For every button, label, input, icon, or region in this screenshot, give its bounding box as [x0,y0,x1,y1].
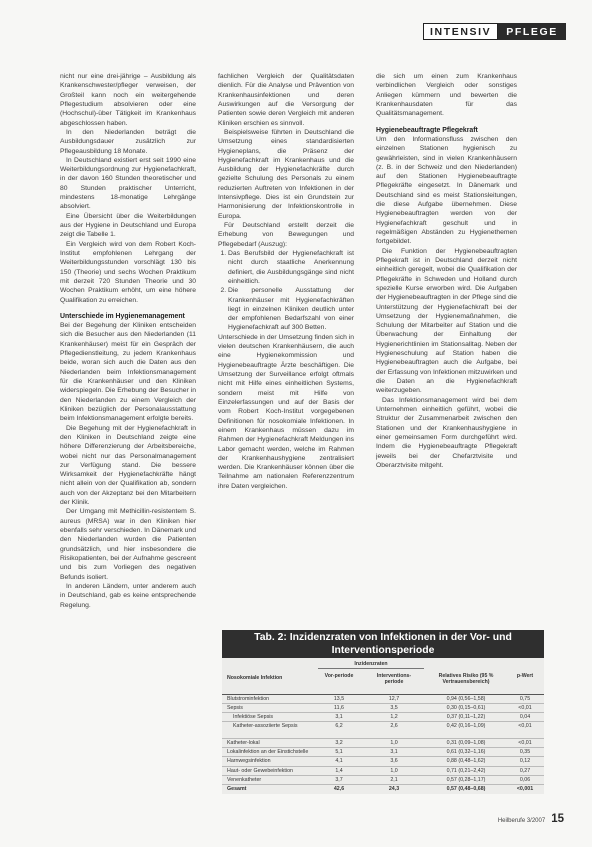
table-cell: 0,75 [519,696,531,702]
table-cell: <0,01 [518,705,532,712]
table-cell: Gesamt [227,785,247,792]
section-tag [423,23,566,40]
table-cell: Katheter-assoziierte Sepsis [233,723,298,730]
table-cell: Lokalinfektion an der Einstichstelle [227,749,309,756]
table-row [222,722,544,739]
section-tag-right: PFLEGE [498,23,566,40]
table-cell: 0,71 (0,21–2,42) [446,767,486,774]
table-cell: 0,06 [519,776,531,783]
table-cell: 1,0 [390,767,398,774]
paragraph: Ein Vergleich wird von dem Robert Koch-Institut empfohlenen Lehrgang der Weiterbildungsstunden vorschlägt 130 bis 150 (Theorie) und sechs Wochen Praktikum mit derzeit 720 Stunden Theorie und 30 Wochen Praktikum erhöht, um eine höhere Qualifikation zu erreichen. [60,240,196,304]
paragraph: In den Niederlanden beträgt die Ausbildungsdauer zusätzlich zur Pflegeausbildung 18 Monate. [60,128,196,155]
paragraph: In anderen Ländern, unter anderem auch in Deutschland, gab es keine entsprechende Regelung. [60,582,196,609]
table-cell: 0,61 (0,32–1,16) [446,749,486,756]
table-row [222,767,544,776]
table-cell: 13,5 [333,696,345,702]
table-row [222,748,544,757]
page-number: 15 [551,813,564,825]
table-group-header: Inzidenzraten [318,661,424,669]
table-cell: 3,1 [390,749,398,756]
table-column-header: p-Wert [516,673,534,679]
paragraph: fachlichen Vergleich der Qualitätsdaten dienlich. Für die Analyse und Prävention von Krankenhausinfektionen und deren Auswirkungen auf die Versorgung der Patienten sowie deren Vergleich mit anderen Kliniken erschien es sinnvoll. [218,73,354,127]
table-cell: 0,37 (0,11–1,22) [446,714,486,721]
table-cell: 42,6 [333,785,345,792]
list-item: 2. Die personelle Ausstattung der Krankenhäuser mit Hygienefachkräften liegt in einzelnen Kliniken deutlich unter der empfohlenen Bedarfszahl von einer Hygienefachkraft auf 300 Betten. [228,286,354,333]
table-cell: 3,6 [390,758,398,765]
table-title-line: Tab. 2: Inzidenzraten von Infektionen in der Vor- und [254,632,512,643]
paragraph: Für Deutschland erstellt derzeit die Erhebung von Bewegungen und Pflegebedarf (Auszug): [218,222,354,248]
table-cell: 0,27 [519,767,531,774]
table-header [222,658,544,695]
table-row [222,757,544,766]
table-cell: 24,3 [388,785,400,792]
paragraph: Der Umgang mit Methicillin-resistentem S. aureus (MRSA) war in den Kliniken hier ebenfalls sehr verschieden. In Dänemark und den Niederlanden wurden die Patienten grundsätzlich, und hier insbesondere die Risikopatienten, bei der Aufnahme gescreent und bis zum Vorliegen des negativen Befunds isoliert. [60,508,196,581]
table-cell: 0,57 (0,48–0,68) [446,785,486,792]
table-cell: 0,35 [519,749,531,756]
paragraph: Eine Übersicht über die Weiterbildungen aus der Hygiene in Deutschland und Europa zeigt die Tabelle 1. [60,212,196,239]
table-row [222,785,544,793]
text-column-3 [376,72,517,470]
table-column-header: Nosokomiale Infektion [227,675,283,681]
table-cell: 0,94 (0,56–1,58) [446,696,486,702]
table-cell: 0,04 [519,714,531,721]
table-cell: Venenkatheter [227,776,262,783]
table-column-header: Relatives Risiko (95 % Vertrauensbereich) [438,673,494,686]
table-cell: 0,88 (0,48–1,62) [446,758,486,765]
section-heading: Unterschiede im Hygienemanagement [60,312,185,320]
text-column-2 [218,72,354,491]
table-cell: 3,7 [335,776,343,783]
table-cell: Haut- oder Gewebeinfektion [227,767,293,774]
issue-label: Heilberufe 3/2007 [497,818,546,824]
paragraph: die sich um einen zum Krankenhaus verbindlichen Vergleich oder sonstiges Anliegen kümmern und bewerten die Krankenhausdaten für das Qualitätsmanagement. [376,73,517,118]
table-column-header: Vor-periode [324,673,354,679]
table-cell: 3,1 [335,714,343,721]
table-cell: <0,001 [516,785,534,792]
table-title [222,630,544,658]
table-cell: 3,2 [335,740,343,747]
table-row [222,713,544,722]
table-cell: 2,6 [390,723,398,730]
table-row [222,695,544,704]
table-cell: 0,12 [519,758,531,765]
paragraph: Bei der Begehung der Kliniken entscheiden sich die Besucher aus den Niederlanden (11 Krankenhäuser) meist für ein Gespräch der Pflegedienstleitung, zu jedem Krankenhaus beide, woran sich auch die Daten aus den Niederlanden beim Infektionsmanagement für die Krankenhäuser und den Kliniken widerspiegeln. Die Erhebung der Besucher in den Niederlanden zu einem Vergleich der Kliniken bezüglich der Personalausstattung beim Infektionsmanagement erfolgte bereits. [60,322,196,423]
table-row [222,704,544,713]
table-cell: 1,0 [390,740,398,747]
table-cell: 1,2 [390,714,398,721]
paragraph: Die Begehung mit der Hygienefachkraft in den Kliniken in Deutschland zeigte eine höhere Differenzierung der Arbeitsbereiche, wobei nicht nur das Personalmanagement zur Verfügung stand. Die bessere Wirksamkeit der Hygienefachkräfte hängt nicht allein von der Qualifikation ab, sondern auch von der Akzeptanz bei den Mitarbeitern der Klinik. [60,424,196,507]
table-cell: 0,57 (0,28–1,17) [446,776,486,783]
table-cell: 11,6 [334,705,344,712]
paragraph: Die Funktion der Hygienebeauftragten Pflegekraft ist in Deutschland derzeit nicht einheitlich geregelt, wobei die Qualifikation der Pflegekräfte in Schweden und Holland durch spezielle Kurse erworben wird. Die Aufgaben der Hygienebeauftragten in der Pflege sind die Unterstützung der Hygienefachkraft bei der Umsetzung der Hygienemaßnahmen, die Schulung der Mitarbeiter auf Station und die Überwachung der Einhaltung der Hygienerichtlinien im Stationsalltag. Neben der Hygieneschulung auf Station haben die Hygienebeauftragten auch die Aufgabe, bei der Erfassung von Infektionen mitzuwirken und die Daten an die Hygienefachkraft weiterzugeben. [376,247,517,395]
table-cell: <0,01 [518,723,532,730]
paragraph: Beispielsweise führten in Deutschland die Umsetzung eines standardisierten Hygieneplans, die Präsenz der Hygienefachkraft im Krankenhaus und die Ausbildung der Hygienefachkräfte durch gezielte Schulung des Personals zu einem reduzierten Auftreten von Infektionen in der Intensivpflege. Dies ist ein Grundstein zur Harmonisierung der Infektionskontrolle in Europa. [218,128,354,220]
table-cell: Katheter-lokal [227,740,260,747]
page-footer [498,813,564,825]
table-column-header: Interventions-periode [376,673,412,686]
table-cell: Infektiöse Sepsis [233,714,274,721]
paragraph: Das Infektionsmanagement wird bei dem Unternehmen einheitlich geführt, wobei die Struktur der Zusammenarbeit zwischen den Stationen und der Krankenhaushygiene in einer gemeinsamen Form durchgeführt wird. Indem die Hygienebeauftragte Pflegekraft jeweils bei der Chefarztvisite und Oberarztvisite mitgeht. [376,396,517,469]
paragraph: In Deutschland existiert erst seit 1990 eine Weiterbildungsordnung zur Hygienefachkraft, in der davon 160 Stunden theoretischer und 80 Stunden praktischer Unterricht, mindestens 18-monatige Lehrgänge absolviert. [60,156,196,211]
table-cell: <0,01 [518,740,532,747]
paragraph: nicht nur eine drei-jährige – Ausbildung als Krankenschwester/pfleger verweisen, der Großteil kann noch ein weitergehende Pflegestudium absolvieren oder eine (Hochschul)-über Tätigkeit im Krankenhaus abgeschlossen haben. [60,73,196,127]
table-cell: 6,2 [335,723,343,730]
paragraph: Um den Informationsfluss zwischen den einzelnen Stationen hygienisch zu gewährleisten, sind in vielen Krankenhäusern (z. B. in der Schweiz und den Niederlanden) auf den Stationen Hygienebeauftragte Pflegekräfte eingesetzt. In Dänemark und Deutschland sind es meist Stationsleitungen, die diese Aufgabe übernehmen. Diese Hygienebeauftragten werden von der Hygienefachkraft geschult und in regelmäßigen Abständen zu Hygienethemen fortgebildet. [376,135,517,246]
table-cell: Blutstrominfektion [227,696,270,702]
table-cell: 1,4 [335,767,343,774]
table-row [222,776,544,785]
numbered-list [218,249,354,333]
text-column-1 [60,72,196,610]
table-cell: 0,30 (0,15–0,61) [446,705,486,712]
table-cell: 4,1 [335,758,343,765]
table-title-line: Interventionsperiode [331,644,435,656]
table-cell: 2,1 [390,776,398,783]
infection-rates-table [222,630,544,794]
table-cell: Sepsis [227,705,243,712]
list-item: 1. Das Berufsbild der Hygienefachkraft ist nicht durch staatliche Anerkennung definiert, die Ausbildungsgänge sind nicht einheitlich. [228,249,354,286]
paragraph: Unterschiede in der Umsetzung finden sich in vielen deutschen Krankenhäusern, die auch eine Hygienekommission und Hygienebeauftragte Ärzte beschäftigen. Die Umsetzung der Surveillance erfolgt oftmals nicht mit Hilfe eines einheitlichen Systems, sondern meist mit Hilfe von Einzelerfassungen und auf der Basis der vom Robert Koch-Institut vorgegebenen Definitionen für nosokomiale Infektionen. In einem Krankenhaus müssen dazu im Rahmen der Hygienefachkraft Meldungen ins Labor gemacht werden, welche im Rahmen der Krankenhaushygiene zentralisiert werden. Die Krankenhäuser können über die Teilnahme am nationalen Referenzzentrum ihre Daten vergleichen. [218,333,354,490]
table-cell: 0,31 (0,09–1,08) [446,740,486,747]
table-row [222,739,544,748]
section-heading: Hygienebeauftragte Pflegekraft [376,126,478,134]
table-cell: 5,1 [335,749,343,756]
table-cell: 3,5 [390,705,398,712]
section-tag-left: INTENSIV [423,23,498,40]
table-body [222,695,544,793]
table-cell: Harnwegsinfektion [227,758,271,765]
table-cell: 0,42 (0,16–1,09) [446,723,486,730]
table-cell: 12,7 [388,696,400,702]
